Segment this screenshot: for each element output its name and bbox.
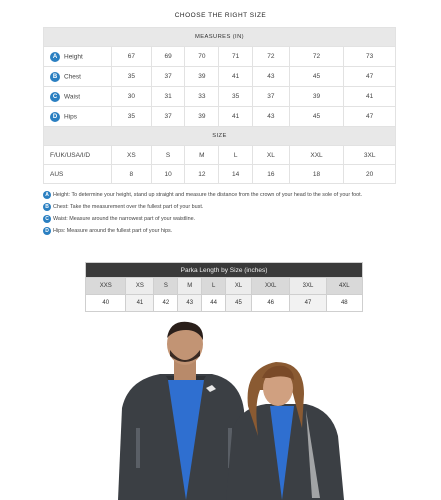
measure-badge: A xyxy=(50,52,60,62)
parka-length-cell: 48 xyxy=(326,295,362,312)
parka-size-cell: L xyxy=(202,278,226,295)
size-row xyxy=(44,146,396,165)
measure-name: Waist xyxy=(64,93,81,101)
size-cell: 10 xyxy=(151,165,185,184)
measure-cell: 70 xyxy=(185,47,219,67)
measure-cell: 30 xyxy=(112,87,152,107)
measure-cell: 37 xyxy=(151,107,185,127)
page-title: CHOOSE THE RIGHT SIZE xyxy=(174,12,267,19)
measure-cell: 37 xyxy=(151,67,185,87)
parka-length-cell: 40 xyxy=(86,295,126,312)
measure-cell: 35 xyxy=(219,87,253,107)
size-header-row xyxy=(44,127,396,146)
size-cell: 18 xyxy=(289,165,344,184)
note-item xyxy=(43,225,403,237)
parka-size-cell: 4XL xyxy=(326,278,362,295)
measure-cell: 39 xyxy=(185,67,219,87)
parka-title: Parka Length by Size (inches) xyxy=(86,263,363,278)
measure-cell: 45 xyxy=(289,67,344,87)
measure-badge: B xyxy=(50,72,60,82)
measure-cell: 31 xyxy=(151,87,185,107)
size-cell: L xyxy=(219,146,253,165)
parka-size-cell: S xyxy=(154,278,178,295)
measure-cell: 72 xyxy=(289,47,344,67)
size-cell: 12 xyxy=(185,165,219,184)
measure-label xyxy=(44,87,112,107)
measure-cell: 72 xyxy=(253,47,290,67)
size-cell: XL xyxy=(253,146,290,165)
note-item xyxy=(43,201,403,213)
size-cell: 16 xyxy=(253,165,290,184)
measure-name: Chest xyxy=(64,73,81,81)
measure-cell: 67 xyxy=(112,47,152,67)
measure-row xyxy=(44,107,396,127)
size-body xyxy=(44,146,396,184)
note-badge: C xyxy=(43,215,51,223)
measures-header: MEASURES (IN) xyxy=(44,28,396,47)
parka-length-cell: 47 xyxy=(290,295,326,312)
measure-cell: 37 xyxy=(253,87,290,107)
parka-length-cell: 46 xyxy=(251,295,289,312)
size-cell: XS xyxy=(112,146,152,165)
parka-size-cell: XS xyxy=(126,278,154,295)
models-photo xyxy=(108,318,348,500)
note-badge: D xyxy=(43,227,51,235)
parka-size-cell: XL xyxy=(226,278,252,295)
measure-row xyxy=(44,47,396,67)
note-text: Hips: Measure around the fullest part of your hips. xyxy=(53,228,173,234)
parka-size-cell: XXL xyxy=(251,278,289,295)
note-text: Height: To determine your height, stand up straight and measure the distance from the crown of your head to the sole of your foot. xyxy=(53,192,363,198)
parka-size-cell: M xyxy=(178,278,202,295)
measures-table xyxy=(43,27,396,184)
measure-cell: 45 xyxy=(289,107,344,127)
measure-row xyxy=(44,67,396,87)
measurement-notes xyxy=(43,189,403,237)
parka-header-row xyxy=(86,263,363,278)
size-cell: XXL xyxy=(289,146,344,165)
measure-cell: 73 xyxy=(344,47,396,67)
parka-length-cell: 43 xyxy=(178,295,202,312)
measure-cell: 41 xyxy=(219,107,253,127)
size-cell: M xyxy=(185,146,219,165)
parka-length-cell: 42 xyxy=(154,295,178,312)
size-system-label: F/UK/USA/I/D xyxy=(44,146,112,165)
parka-size-row xyxy=(86,278,363,295)
measure-cell: 39 xyxy=(185,107,219,127)
measure-cell: 43 xyxy=(253,107,290,127)
note-item xyxy=(43,213,403,225)
size-row xyxy=(44,165,396,184)
measure-name: Hips xyxy=(64,113,78,121)
parka-length-cell: 41 xyxy=(126,295,154,312)
size-system-label: AUS xyxy=(44,165,112,184)
measure-label xyxy=(44,107,112,127)
note-badge: A xyxy=(43,191,51,199)
measure-name: Height xyxy=(64,53,83,61)
measure-cell: 47 xyxy=(344,67,396,87)
female-model xyxy=(226,362,344,500)
measures-body xyxy=(44,47,396,127)
note-badge: B xyxy=(43,203,51,211)
size-header: SIZE xyxy=(44,127,396,146)
note-text: Chest: Take the measurement over the fullest part of your bust. xyxy=(53,204,204,210)
measure-row xyxy=(44,87,396,107)
parka-length-row xyxy=(86,295,363,312)
note-item xyxy=(43,189,403,201)
measure-cell: 41 xyxy=(219,67,253,87)
measure-cell: 71 xyxy=(219,47,253,67)
measure-cell: 33 xyxy=(185,87,219,107)
parka-size-cell: XXS xyxy=(86,278,126,295)
parka-length-cell: 45 xyxy=(226,295,252,312)
measure-cell: 47 xyxy=(344,107,396,127)
parka-table xyxy=(85,262,363,312)
size-cell: S xyxy=(151,146,185,165)
measure-badge: D xyxy=(50,112,60,122)
note-text: Waist: Measure around the narrowest part of your waistline. xyxy=(53,216,196,222)
measure-cell: 43 xyxy=(253,67,290,87)
size-cell: 3XL xyxy=(344,146,396,165)
measure-cell: 41 xyxy=(344,87,396,107)
measure-cell: 35 xyxy=(112,107,152,127)
measure-cell: 35 xyxy=(112,67,152,87)
measures-header-row xyxy=(44,28,396,47)
measure-cell: 69 xyxy=(151,47,185,67)
measure-badge: C xyxy=(50,92,60,102)
size-cell: 14 xyxy=(219,165,253,184)
parka-size-cell: 3XL xyxy=(290,278,326,295)
measure-cell: 39 xyxy=(289,87,344,107)
size-cell: 20 xyxy=(344,165,396,184)
measure-label xyxy=(44,67,112,87)
measure-label xyxy=(44,47,112,67)
size-cell: 8 xyxy=(112,165,152,184)
parka-length-cell: 44 xyxy=(202,295,226,312)
